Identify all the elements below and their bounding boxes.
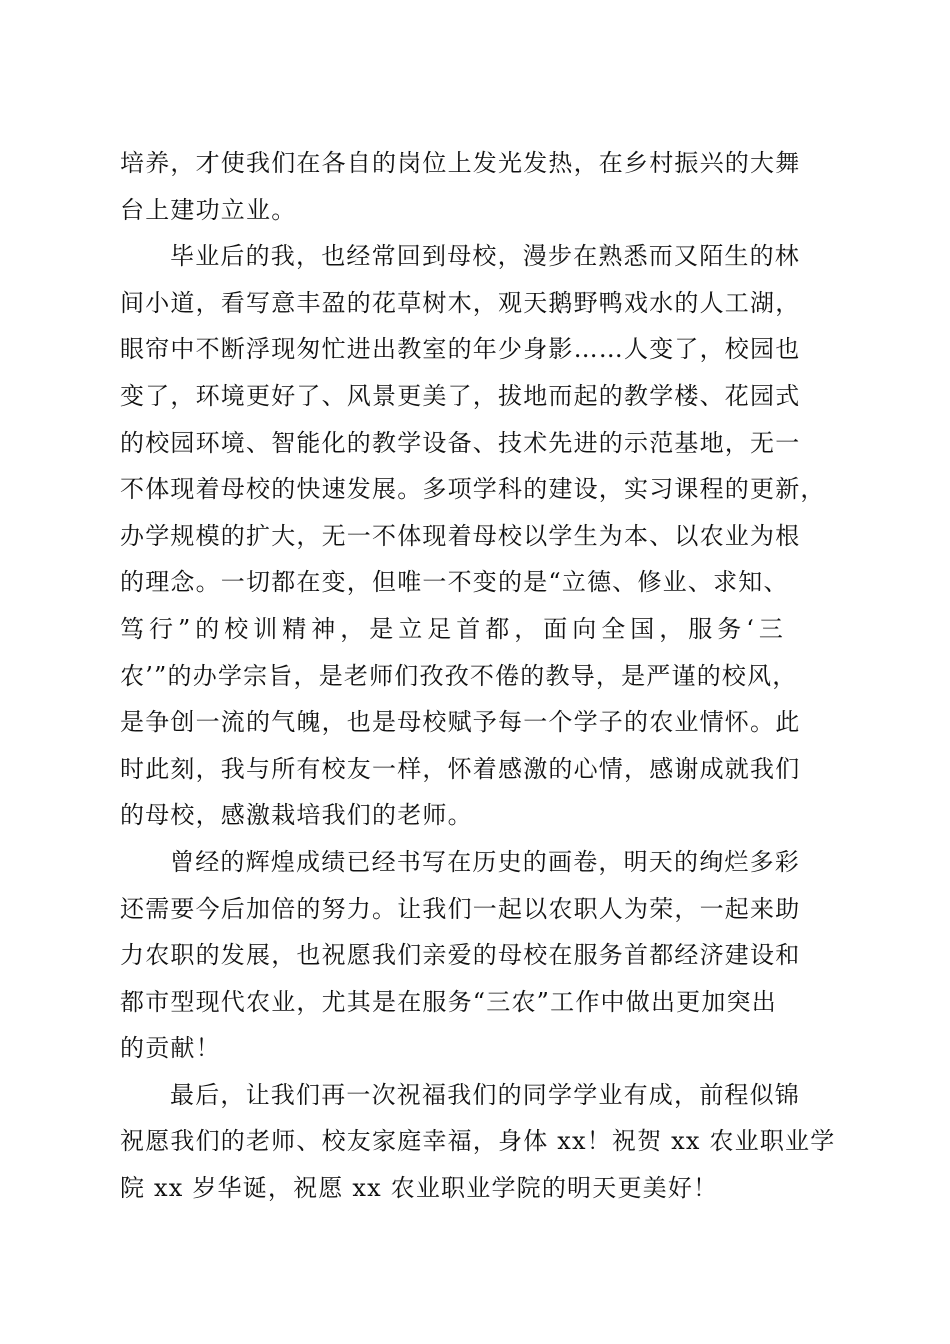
text-line: 笃行”的校训精神，是立足首都，面向全国，服务‘三 [120, 614, 788, 643]
text-line: 变了，环境更好了、风景更美了，拔地而起的教学楼、花园式 [120, 381, 801, 410]
text-line: 间小道，看写意丰盈的花草树木，观天鹅野鸭戏水的人工湖， [120, 288, 801, 317]
text-line: 院 xx 岁华诞，祝愿 xx 农业职业学院的明天更美好！ [120, 1174, 719, 1203]
text-line: 都市型现代农业，尤其是在服务“三农”工作中做出更加突出 [120, 987, 777, 1016]
paragraph-3 [120, 839, 832, 1072]
text-line: 还需要今后加倍的努力。让我们一起以农职人为荣，一起来助 [120, 894, 801, 923]
text-line: 办学规模的扩大，无一不体现着母校以学生为本、以农业为根 [120, 521, 801, 550]
text-line: 的校园环境、智能化的教学设备、技术先进的示范基地，无一 [120, 428, 801, 457]
text-line: 祝愿我们的老师、校友家庭幸福，身体 xx！祝贺 xx 农业职业学 [120, 1127, 836, 1156]
paragraph-1 [120, 140, 832, 233]
text-line: 毕业后的我，也经常回到母校，漫步在熟悉而又陌生的林 [170, 242, 800, 271]
text-line: 曾经的辉煌成绩已经书写在历史的画卷，明天的绚烂多彩 [170, 847, 800, 876]
text-line: 不体现着母校的快速发展。多项学科的建设，实习课程的更新， [120, 475, 826, 504]
text-line: 力农职的发展，也祝愿我们亲爱的母校在服务首都经济建设和 [120, 941, 801, 970]
text-line: 的理念。一切都在变，但唯一不变的是“立德、修业、求知、 [120, 568, 789, 597]
paragraph-2 [120, 233, 832, 839]
text-line: 培养，才使我们在各自的岗位上发光发热，在乡村振兴的大舞 [120, 149, 801, 177]
text-line: 台上建功立业。 [120, 195, 297, 224]
text-line: 最后，让我们再一次祝福我们的同学学业有成，前程似锦 [170, 1080, 800, 1109]
text-line: 是争创一流的气魄，也是母校赋予每一个学子的农业情怀。此 [120, 708, 801, 737]
body-text [120, 140, 836, 1212]
paragraph-4 [120, 1072, 836, 1212]
text-line: 农’”的办学宗旨，是老师们孜孜不倦的教导，是严谨的校风， [120, 661, 798, 690]
text-line: 眼帘中不断浮现匆忙进出教室的年少身影……人变了，校园也 [120, 335, 801, 364]
text-line: 时此刻，我与所有校友一样，怀着感激的心情，感谢成就我们 [120, 754, 801, 783]
text-line: 的贡献！ [120, 1034, 221, 1063]
text-line: 的母校，感激栽培我们的老师。 [120, 801, 473, 830]
